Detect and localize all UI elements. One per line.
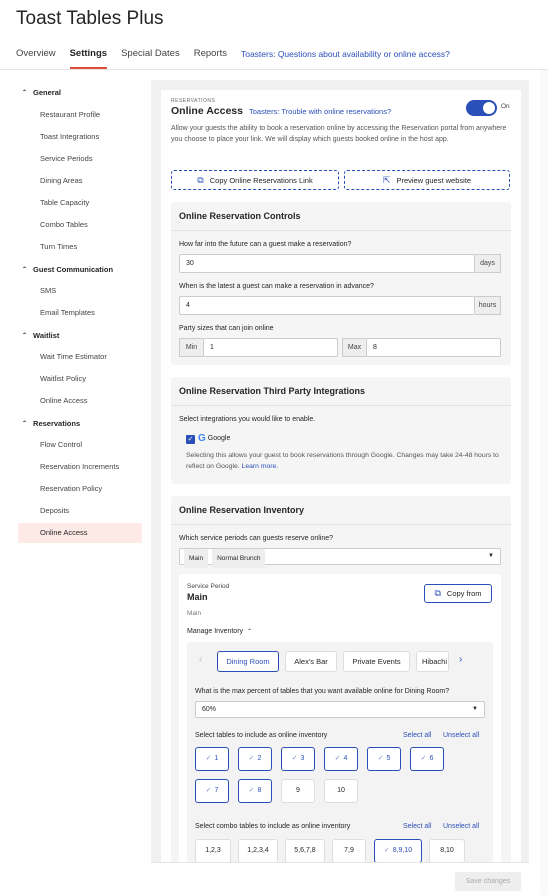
sidebar-item-restaurant-profile[interactable]: Restaurant Profile — [40, 110, 101, 119]
sidebar-item-waitlist-online-access[interactable]: Online Access — [40, 396, 88, 405]
advance-label: When is the latest a guest can make a reservation in advance? — [179, 283, 374, 290]
sidebar-item-table-capacity[interactable]: Table Capacity — [40, 198, 90, 207]
tab-overview[interactable]: Overview — [16, 48, 56, 59]
table-tile[interactable]: 10 — [324, 779, 358, 803]
main-content — [151, 80, 529, 895]
section-eyebrow: RESERVATIONS — [171, 98, 216, 104]
chevron-up-icon: ⌃ — [22, 333, 28, 339]
online-access-title: Online Access — [171, 105, 243, 117]
sp-eyebrow: Service Period — [187, 583, 230, 590]
tables-label: Select tables to include as online inventory — [195, 732, 328, 739]
manage-inventory-panel — [187, 642, 493, 895]
sidebar-item-email-templates[interactable]: Email Templates — [40, 308, 95, 317]
table-tile[interactable]: ✓ 3 — [281, 747, 315, 771]
integrations-section — [171, 377, 511, 484]
caret-down-icon: ▼ — [488, 553, 494, 559]
online-access-toggle[interactable] — [466, 100, 497, 116]
tables-unselect-all[interactable]: Unselect all — [443, 732, 480, 739]
learn-more-link[interactable]: Learn more. — [241, 462, 279, 470]
sidebar-item-wait-time-estimator[interactable]: Wait Time Estimator — [40, 352, 107, 361]
check-icon: ✓ — [383, 847, 390, 854]
sidebar-item-deposits[interactable]: Deposits — [40, 506, 70, 515]
sidebar-item-sms[interactable]: SMS — [40, 286, 57, 295]
sidebar-item-reservation-policy[interactable]: Reservation Policy — [40, 484, 103, 493]
tables-select-all[interactable]: Select all — [403, 732, 432, 739]
copy-from-button[interactable]: ⧉ Copy from — [424, 584, 492, 603]
copy-icon: ⧉ — [197, 174, 204, 185]
manage-inventory-toggle[interactable] — [187, 628, 252, 635]
max-percent-select[interactable]: 60% ▼ — [195, 701, 485, 718]
table-tile[interactable]: ✓ 6 — [410, 747, 444, 771]
manage-inventory-label: Manage Inventory — [187, 628, 244, 635]
check-icon: ✓ — [377, 755, 384, 762]
sidebar-item-reservation-increments[interactable]: Reservation Increments — [40, 462, 120, 471]
advance-unit: hours — [475, 296, 501, 315]
help-link[interactable]: Toasters: Questions about availability or online access? — [240, 49, 450, 59]
sidebar-group-guest-communication[interactable]: ⌃ Guest Communication — [22, 265, 114, 274]
chevron-up-icon: ⌃ — [247, 629, 253, 635]
period-chip: Main — [184, 549, 208, 568]
check-icon: ✓ — [205, 755, 212, 762]
sidebar-group-general[interactable]: ⌃ General — [22, 88, 61, 97]
max-input[interactable]: 8 — [366, 338, 501, 357]
area-tab-dining-room[interactable]: Dining Room — [217, 651, 279, 672]
table-tile[interactable]: 9 — [281, 779, 315, 803]
min-prefix: Min — [179, 338, 203, 357]
tab-special-dates[interactable]: Special Dates — [121, 48, 180, 59]
table-tile[interactable]: ✓ 4 — [324, 747, 358, 771]
settings-card — [161, 90, 521, 895]
sidebar-group-reservations[interactable]: ⌃ Reservations — [22, 419, 81, 428]
area-tab-hibachi[interactable]: Hibachi — [416, 651, 449, 672]
sidebar-item-toast-integrations[interactable]: Toast Integrations — [40, 132, 100, 141]
future-label: How far into the future can a guest make a reservation? — [179, 241, 352, 248]
sidebar-item-combo-tables[interactable]: Combo Tables — [40, 220, 88, 229]
combos-select-all[interactable]: Select all — [403, 823, 432, 830]
external-link-icon: ⇱ — [382, 174, 391, 185]
chevron-right-icon[interactable]: › — [459, 654, 463, 665]
chevron-up-icon: ⌃ — [22, 421, 28, 427]
combo-tile[interactable]: ✓ 8,9,10 — [374, 839, 422, 863]
future-input[interactable]: 30 — [179, 254, 475, 273]
periods-label: Which service periods can guests reserve online? — [179, 535, 334, 542]
sidebar-group-waitlist[interactable]: ⌃ Waitlist — [22, 331, 60, 340]
table-tile[interactable]: ✓ 2 — [238, 747, 272, 771]
service-period-card — [179, 574, 501, 895]
sidebar — [0, 70, 150, 895]
chevron-up-icon: ⌃ — [22, 267, 28, 273]
chevron-left-icon[interactable]: ‹ — [199, 654, 203, 665]
inventory-title: Online Reservation Inventory — [179, 505, 305, 515]
sp-sub: Main — [187, 610, 202, 617]
table-tile[interactable]: ✓ 1 — [195, 747, 229, 771]
combo-tile[interactable]: 1,2,3,4 — [238, 839, 278, 863]
copy-link-button[interactable]: ⧉ Copy Online Reservations Link — [171, 170, 339, 190]
table-tile[interactable]: ✓ 7 — [195, 779, 229, 803]
period-chip: Normal Brunch — [212, 549, 265, 568]
check-icon: ✓ — [420, 755, 427, 762]
area-tab-alexs-bar[interactable]: Alex's Bar — [285, 651, 337, 672]
table-tile[interactable]: ✓ 8 — [238, 779, 272, 803]
google-checkbox[interactable]: ✓ — [187, 436, 194, 443]
online-access-description: Allow your guests the ability to book a reservation online by accessing the Reservation portal from anywhere you choose to place your link. We will display which guests booked online in the host app. — [171, 125, 507, 143]
sidebar-item-service-periods[interactable]: Service Periods — [40, 154, 93, 163]
sidebar-item-dining-areas[interactable]: Dining Areas — [40, 176, 83, 185]
inventory-section — [171, 496, 511, 895]
controls-title: Online Reservation Controls — [179, 211, 301, 221]
advance-input[interactable]: 4 — [179, 296, 475, 315]
check-icon: ✓ — [248, 787, 255, 794]
area-tab-private-events[interactable]: Private Events — [343, 651, 410, 672]
footer-bar — [151, 862, 529, 895]
tab-settings[interactable]: Settings — [70, 48, 107, 69]
check-icon: ✓ — [248, 755, 255, 762]
google-label: Google — [207, 435, 231, 442]
check-icon: ✓ — [334, 755, 341, 762]
combos-unselect-all[interactable]: Unselect all — [443, 823, 480, 830]
max-percent-label: What is the max percent of tables that you want available online for Dining Room? — [195, 688, 450, 695]
combo-tile[interactable]: 1,2,3 — [195, 839, 231, 863]
combo-tile[interactable]: 8,10 — [429, 839, 465, 863]
integrations-title: Online Reservation Third Party Integrations — [179, 386, 366, 396]
max-prefix: Max — [342, 338, 366, 357]
copy-icon: ⧉ — [434, 588, 441, 598]
tab-reports[interactable]: Reports — [193, 48, 227, 59]
party-label: Party sizes that can join online — [179, 325, 274, 332]
page-title: Toast Tables Plus — [16, 8, 164, 29]
controls-section — [171, 202, 511, 365]
combo-tile[interactable]: 7,9 — [332, 839, 366, 863]
combo-label: Select combo tables to include as online inventory — [195, 823, 351, 830]
combo-tile[interactable]: 5,6,7,8 — [285, 839, 325, 863]
sidebar-item-turn-times[interactable]: Turn Times — [40, 242, 78, 251]
google-note: Selecting this allows your guest to book reservations through Google. Changes may take 24-48 hours to reflect on Google. — [186, 452, 499, 470]
min-input[interactable]: 1 — [203, 338, 338, 357]
periods-select[interactable] — [179, 548, 501, 565]
sidebar-item-waitlist-policy[interactable]: Waitlist Policy — [40, 374, 86, 383]
save-changes-button[interactable]: Save changes — [455, 872, 521, 891]
chevron-up-icon: ⌃ — [22, 90, 28, 96]
preview-website-button[interactable]: ⇱ Preview guest website — [344, 170, 510, 190]
google-icon: G — [198, 433, 206, 444]
trouble-link[interactable]: Toasters: Trouble with online reservations? — [248, 107, 392, 116]
sidebar-item-online-access[interactable]: Online Access — [18, 523, 142, 543]
toggle-label: On — [501, 103, 510, 110]
tab-bar — [16, 48, 450, 68]
check-icon: ✓ — [205, 787, 212, 794]
sp-title: Main — [187, 592, 208, 602]
caret-down-icon: ▼ — [472, 706, 478, 712]
future-unit: days — [475, 254, 501, 273]
table-tile[interactable]: ✓ 5 — [367, 747, 401, 771]
scrollbar[interactable] — [540, 70, 548, 895]
check-icon: ✓ — [291, 755, 298, 762]
sidebar-item-flow-control[interactable]: Flow Control — [40, 440, 83, 449]
integrations-prompt: Select integrations you would like to enable. — [179, 416, 316, 423]
